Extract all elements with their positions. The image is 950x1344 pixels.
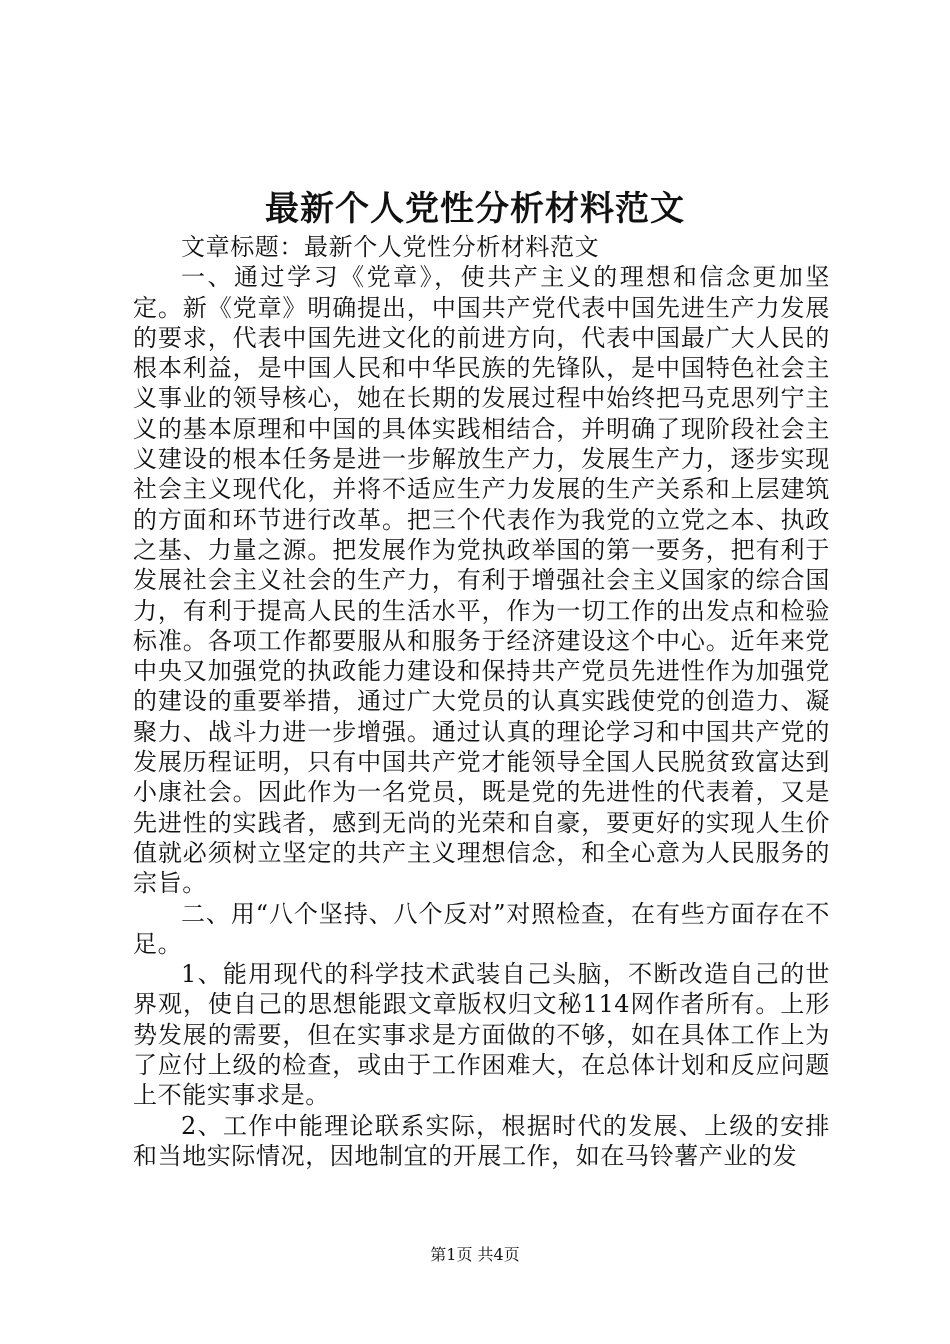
paragraph-section-1: 一、通过学习《党章》，使共产主义的理想和信念更加坚定。新《党章》明确提出，中国共产党代表中国先进生产力发展的要求，代表中国先进文化的前进方向，代表中国最广大人民的根本利益，是中国人民和中华民族的先锋队，是中国特色社会主义事业的领导核心，她在长期的发展过程中始终把马克思列宁主义的基本原理和中国的具体实践相结合，并明确了现阶段社会主义建设的根本任务是进一步解放生产力，发展生产力，逐步实现社会主义现代化，并将不适应生产力发展的生产关系和上层建筑的方面和环节进行改革。把三个代表作为我党的立党之本、执政之基、力量之源。把发展作为党执政举国的第一要务，把有利于发展社会主义社会的生产力，有利于增强社会主义国家的综合国力，有利于提高人民的生活水平，作为一切工作的出发点和检验标准。各项工作都要服从和服务于经济建设这个中心。近年来党中央又加强党的执政能力建设和保持共产党员先进性作为加强党的建设的重要举措，通过广大党员的认真实践使党的创造力、凝聚力、战斗力进一步增强。通过认真的理论学习和中国共产党的发展历程证明，只有中国共产党才能领导全国人民脱贫致富达到小康社会。因此作为一名党员，既是党的先进性的代表着，又是先进性的实践者，感到无尚的光荣和自豪，要更好的实现人生价值就必须树立坚定的共产主义理想信念，和全心意为人民服务的宗旨。 <box>133 263 830 898</box>
document-body <box>133 232 830 1171</box>
paragraph-item-2: 2、工作中能理论联系实际，根据时代的发展、上级的安排和当地实际情况，因地制宜的开展工作，如在马铃薯产业的发 <box>133 1111 830 1170</box>
paragraph-item-1: 1、能用现代的科学技术武装自己头脑，不断改造自己的世界观，使自己的思想能跟文章版权归文秘114网作者所有。上形势发展的需要，但在实事求是方面做的不够，如在具体工作上为了应付上级的检查，或由于工作困难大，在总体计划和反应问题上不能实事求是。 <box>133 960 830 1110</box>
page-footer: 第1页 共4页 <box>430 1245 520 1264</box>
article-title-line: 文章标题：最新个人党性分析材料范文 <box>181 233 600 261</box>
paragraph-section-2: 二、用“八个坚持、八个反对”对照检查，在有些方面存在不足。 <box>133 899 830 958</box>
page-title: 最新个人党性分析材料范文 <box>265 189 685 229</box>
